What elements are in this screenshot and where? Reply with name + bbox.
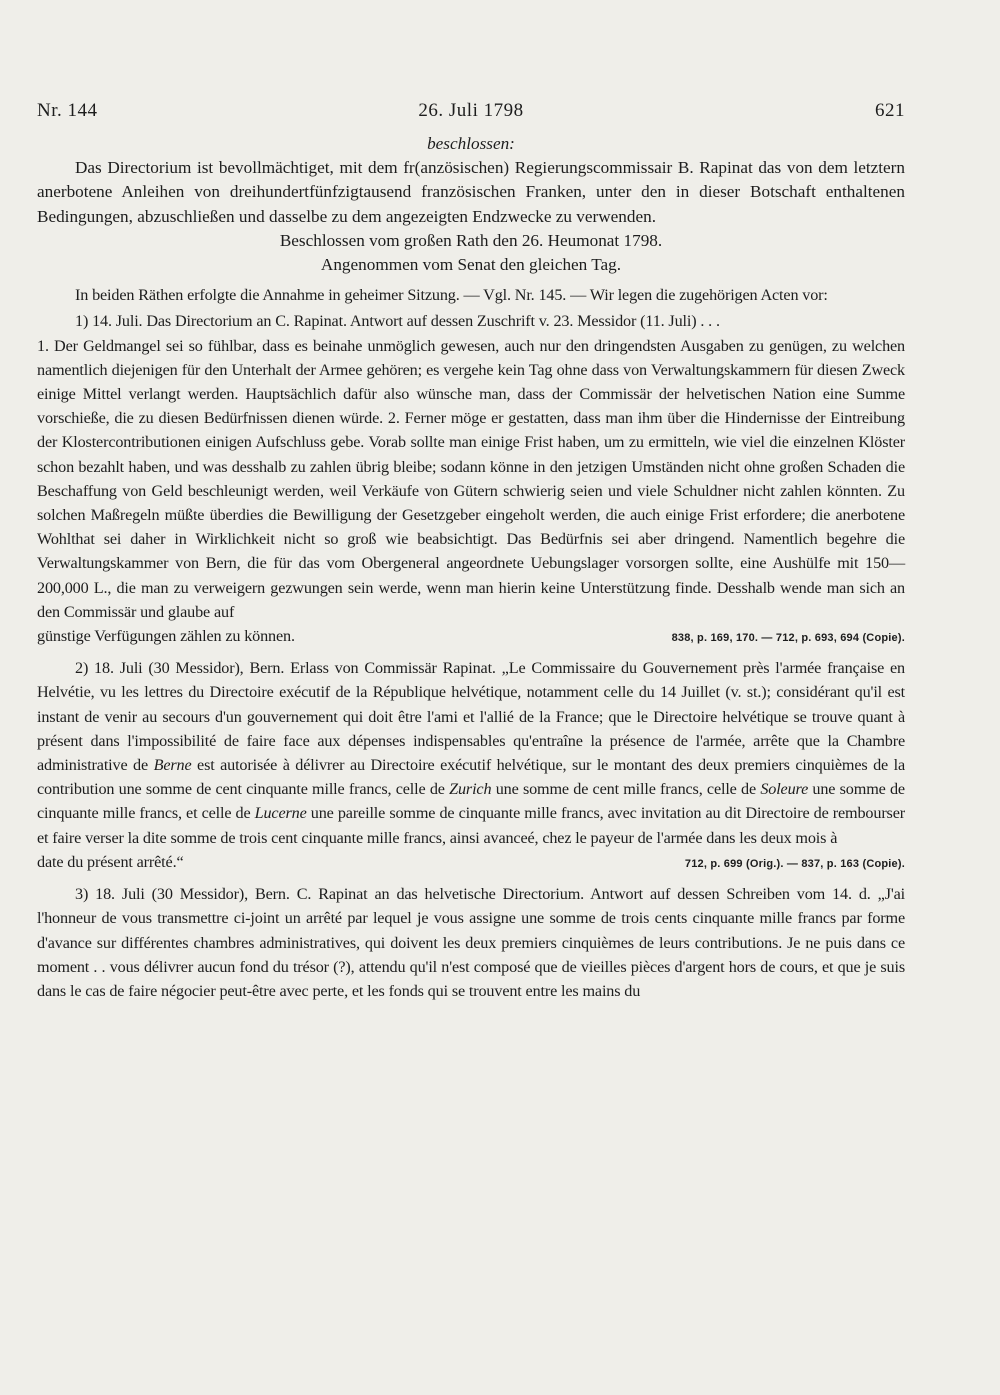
item-2-last-text: date du présent arrêté.“ [37,852,184,871]
page-body [37,132,905,1003]
place-berne: Berne [153,756,192,775]
item-3-text: 3) 18. Juli (30 Messidor), Bern. C. Rapinat an das helvetische Directorium. Antwort auf dessen Schreiben vom 14. d. „J'ai l'honneur de vous transmettre ci-joint un arrêté par lequel je vous assigne une somme de trois cents cinquante mille francs par forme d'avance sur différentes chambres administratives, qui doivent les deux premiers cinquièmes de leurs contributions. Je ne puis dans ce moment . . vous délivrer aucun fond du trésor (?), attendu qu'il n'est composé que de vieilles pièces d'argent hors de cours, et que je suis dans le cas de faire négocier peut-être avec perte, et les fonds qui se trouvent entre les mains du [37,885,905,1000]
item-1-title: 1) 14. Juli. Das Directorium an C. Rapinat. Antwort auf dessen Zuschrift v. 23. Messidor (11. Juli) . . . [75,312,720,331]
item-2-last-line [37,850,905,876]
place-soleure: Soleure [760,780,809,799]
resolved-line: Beschlossen vom großen Rath den 26. Heumonat 1798. [279,230,663,250]
header-date: 26. Juli 1798 [418,100,524,121]
item-2-text [37,656,905,850]
item-2-part-a: 2) 18. Juli (30 Messidor), Bern. Erlass von Commissär Rapinat. „Le Commissaire du Gouvernement près l'armée française en Helvétie, vu les lettres du Directoire exécutif de la République helvétique, notamment celle du 14 Juillet (v. st.); considérant qu'il est instant de venir au secours d'un gouvernement qui doit être l'ami et l'allié de la France; que le Directoire helvétique se trouve quant à présent dans l'impossibilité de faire face aux dépenses indispensables qu'entraîne la présence de l'armée, arrête que la Chambre administrative de [37,659,905,775]
item-1-text: 1. Der Geldmangel sei so fühlbar, dass es beinahe unmöglich gewesen, auch nur den dringendsten Ausgaben zu genügen, zu welchen namentlich diejenigen für den Unterhalt der Armee gehören; es vergehe kein Tag ohne dass von Verwaltungskammern für diesen Zweck einige Mittel verlangt werden. Hauptsächlich dafür also wünsche man, dass der Commissär der helvetischen Nation eine Summe vorschieße, die zu diesen Bedürfnissen dienen würde. 2. Ferner möge er gestatten, dass man ihm über die Hindernisse der Eintreibung der Klostercontributionen einigen Aufschluss gebe. Vorab sollte man einige Frist haben, um zu ermitteln, wie viel die einzelnen Klöster schon bezahlt haben, und was desshalb zu zahlen übrig bleibe; sodann könne in den jetzigen Umständen nicht ohne großen Schaden die Beschaffung von Geld beschleunigt werden, weil Verkäufe von Gütern schwierig seien und viele Schuldner nicht zahlen könnten. Zu solchen Maßregeln müßte überdies die Bewilligung der Gesetzgeber eingeholt werden, die auch einige Frist erfordere; die anerbotene Wohlthat sei daher in Wirklichkeit nicht so groß wie beabsichtigt. Das Bedürfnis sei aber dringend. Namentlich begehre die Verwaltungskammer von Bern, die für das vom Obergeneral angeordnete Uebungslager vorsorgen sollte, eine Aushülfe mit 150—200,000 L., die man zu verweigern gezwungen sein werde, wenn man hierin keine Unterstützung finde. Desshalb wende man sich an den Commissär und glaube auf [37,336,905,621]
place-zurich: Zurich [449,780,492,799]
item-2-part-d: une somme de cinquante mille francs, et celle de [37,780,905,823]
document-number: Nr. 144 [37,100,98,121]
item-1-reference: 838, p. 169, 170. — 712, p. 693, 694 (Copie). [671,632,905,645]
item-2-part-b: est autorisée à délivrer au Directoire exécutif helvétique, sur le montant des deux premiers cinquièmes de la contribution une somme de cent cinquante mille francs, celle de [37,756,905,799]
page-number: 621 [875,100,905,121]
resolution-paragraph: Das Directorium ist bevollmächtiget, mit dem fr(anzösischen) Regierungscommissair B. Rapinat das von dem letztern anerbotene Anleihen von dreihundertfünfzigtausend französischen Franken, unter den in dieser Botschaft enthaltenen Bedingungen, abzuschließen und dasselbe zu dem angezeigten Endzwecke zu verwenden. [37,158,905,226]
accepted-line: Angenommen vom Senat den gleichen Tag. [320,255,622,275]
item-1-last-text: günstige Verfügungen zählen zu können. [37,627,295,646]
item-1-last-line [37,624,905,650]
place-lucerne: Lucerne [254,804,307,823]
appendix-block [37,283,905,1003]
page-header [37,100,905,126]
item-2-part-e: une pareille somme de cinquante mille francs, avec invitation au dit Directoire de rembourser et faire verser la dite somme de trois cent cinquante mille francs, ainsi avanceé, chez le payeur de l'armée dans les deux mois à [37,804,905,847]
item-2-part-c: une somme de cent mille francs, celle de [495,780,756,799]
resolution-heading: beschlossen: [427,134,515,153]
item-2-reference: 712, p. 699 (Orig.). — 837, p. 163 (Copie). [684,857,905,870]
editorial-note: In beiden Räthen erfolgte die Annahme in geheimer Sitzung. — Vgl. Nr. 145. — Wir legen die zugehörigen Acten vor: [75,286,828,305]
